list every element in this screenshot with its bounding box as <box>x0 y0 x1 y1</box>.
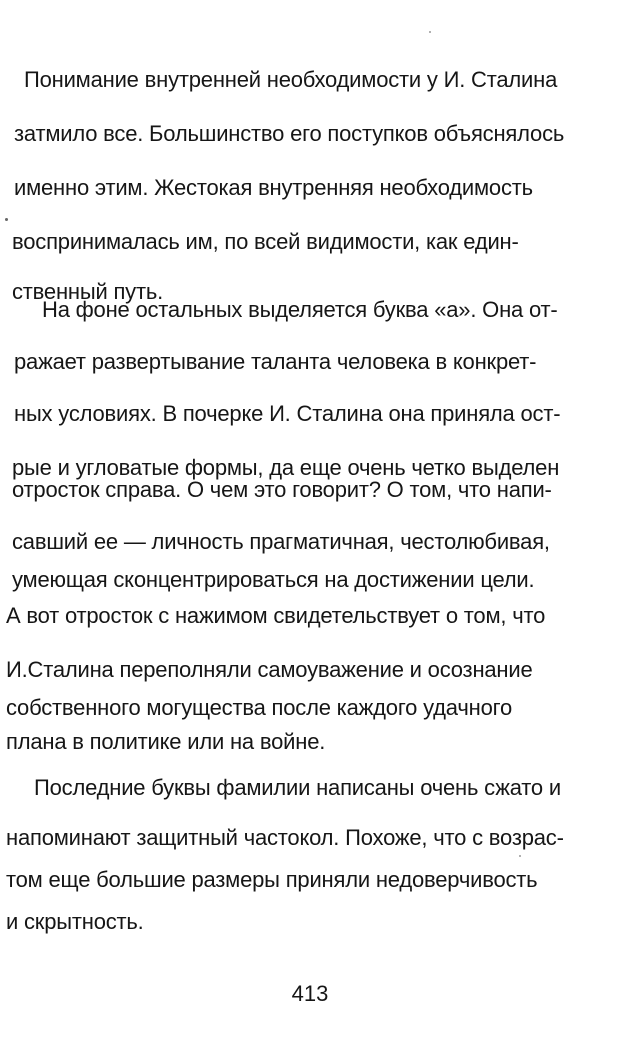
text-line: савший ее — личность прагматичная, честолюбивая, <box>12 529 550 554</box>
text-line: напоминают защитный частокол. Похоже, что с возрас- <box>6 825 564 850</box>
text-line: и скрытность. <box>6 909 144 934</box>
text-line: ственный путь. <box>12 279 164 304</box>
text-line: собственного могущества после каждого удачного <box>6 695 512 720</box>
text-line: плана в политике или на войне. <box>6 729 326 754</box>
page-number: 413 <box>291 981 329 1006</box>
text-line: А вот отросток с нажимом свидетельствует о том, что <box>6 603 546 628</box>
text-line: И.Сталина переполняли самоуважение и осознание <box>6 657 533 682</box>
text-line: воспринималась им, по всей видимости, как един- <box>12 229 519 254</box>
scan-speck <box>5 218 8 221</box>
text-line: На фоне остальных выделяется буква «а». Она от- <box>42 297 558 322</box>
scan-speck <box>519 855 521 857</box>
text-line: именно этим. Жестокая внутренняя необходимость <box>14 175 533 200</box>
scan-speck <box>429 31 431 33</box>
text-line: том еще большие размеры приняли недоверчивость <box>6 867 538 892</box>
text-line: затмило все. Большинство его поступков объяснялось <box>14 121 565 146</box>
text-line: отросток справа. О чем это говорит? О том, что напи- <box>12 477 552 502</box>
text-line: Понимание внутренней необходимости у И. Сталина <box>24 67 558 92</box>
text-line: умеющая сконцентрироваться на достижении цели. <box>12 567 535 592</box>
text-line: ных условиях. В почерке И. Сталина она приняла ост- <box>14 401 561 426</box>
text-line: Последние буквы фамилии написаны очень сжато и <box>34 775 561 800</box>
text-line: ражает развертывание таланта человека в конкрет- <box>14 349 537 374</box>
text-line: рые и угловатые формы, да еще очень четко выделен <box>12 455 560 480</box>
